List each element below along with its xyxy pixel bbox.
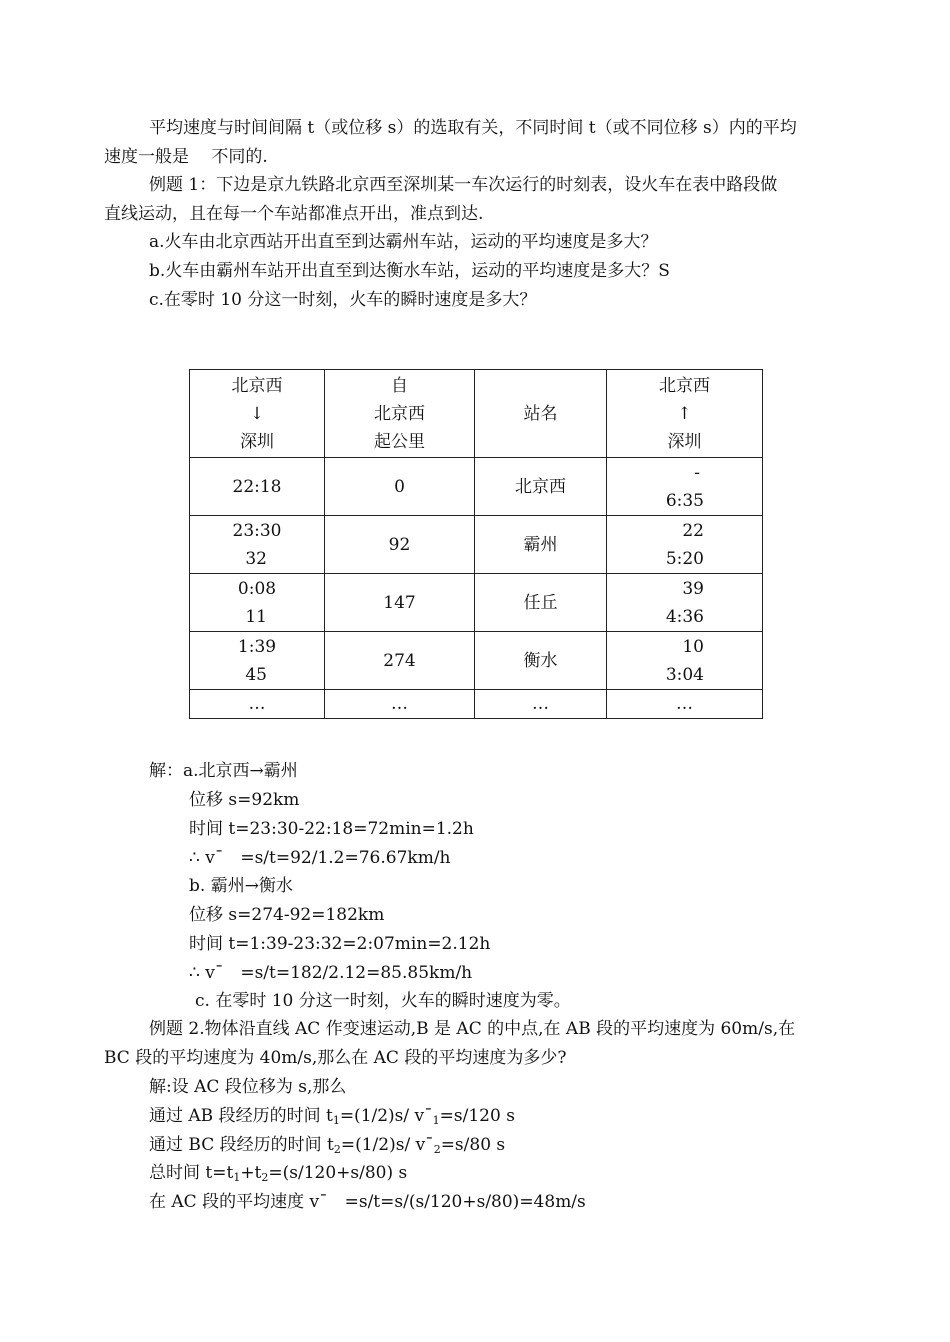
solution-b-velocity: ∴ v¯ =s/t=182/2.12=85.85km/h xyxy=(189,963,473,983)
distance-km: 92 xyxy=(325,516,475,574)
ellipsis-cell: … xyxy=(190,690,325,719)
example1-line-1: 例题 1：下边是京九铁路北京西至深圳某一车次运行的时刻表，设火车在表中路段做 xyxy=(149,175,778,195)
table-row xyxy=(190,516,763,574)
solution-b-time: 时间 t=1:39-23:32=2:07min=2.12h xyxy=(189,934,491,954)
header-up-direction: 北京西 ↑ 深圳 xyxy=(607,370,763,458)
ellipsis-cell: … xyxy=(475,690,607,719)
example1-question-a: a.火车由北京西站开出直至到达霸州车站，运动的平均速度是多大？ xyxy=(149,232,658,252)
station-name: 衡水 xyxy=(475,632,607,690)
arrow-down-icon: ↓ xyxy=(249,403,265,424)
up-time: 22 5:20 xyxy=(607,516,763,574)
header-station: 站名 xyxy=(475,370,607,458)
up-time: 10 3:04 xyxy=(607,632,763,690)
solution-c: c. 在零时 10 分这一时刻，火车的瞬时速度为零。 xyxy=(195,991,571,1011)
solution-a-heading: 解：a.北京西→霸州 xyxy=(149,761,298,781)
header-down-direction: 北京西 ↓ 深圳 xyxy=(190,370,325,458)
example2-solution-heading: 解:设 AC 段位移为 s,那么 xyxy=(149,1077,347,1097)
example2-ab-time: 通过 AB 段经历的时间 $t_1=(1/2)s/$ $v¯_1=s/120$ s xyxy=(149,1106,515,1127)
down-time: 23:30 32 xyxy=(190,516,325,574)
table-row xyxy=(190,632,763,690)
intro-line-2: 速度一般是 不同的. xyxy=(104,147,268,167)
down-time: 22:18 xyxy=(190,458,325,516)
header-distance: 自 北京西 起公里 xyxy=(325,370,475,458)
table-row-ellipsis xyxy=(190,690,763,719)
solution-b-displacement: 位移 s=274-92=182km xyxy=(189,905,385,925)
timetable xyxy=(189,369,763,719)
station-name: 北京西 xyxy=(475,458,607,516)
example2-bc-time: 通过 BC 段经历的时间 $t_2=(1/2)s/$ $v¯_2=s/80$ s xyxy=(149,1135,506,1156)
intro-line-1: 平均速度与时间间隔 t（或位移 s）的选取有关，不同时间 t（或不同位移 s）内的平均 xyxy=(149,118,797,138)
table-row xyxy=(190,458,763,516)
solution-a-time: 时间 t=23:30-22:18=72min=1.2h xyxy=(189,819,474,839)
solution-a-velocity: ∴ v¯ =s/t=92/1.2=76.67km/h xyxy=(189,848,451,868)
ellipsis-cell: … xyxy=(607,690,763,719)
example1-question-b: b.火车由霸州车站开出直至到达衡水车站，运动的平均速度是多大？S xyxy=(149,261,670,281)
up-time: 39 4:36 xyxy=(607,574,763,632)
table-row xyxy=(190,574,763,632)
up-time: - 6:35 xyxy=(607,458,763,516)
arrow-up-icon: ↑ xyxy=(677,403,692,424)
distance-km: 0 xyxy=(325,458,475,516)
down-time: 0:08 11 xyxy=(190,574,325,632)
example1-line-2: 直线运动，且在每一个车站都准点开出，准点到达. xyxy=(104,204,484,224)
example2-final-velocity: 在 AC 段的平均速度 v¯ =s/t=s/(s/120+s/80)=48m/s xyxy=(149,1192,586,1212)
down-time: 1:39 45 xyxy=(190,632,325,690)
timetable-header-row xyxy=(190,370,763,458)
distance-km: 274 xyxy=(325,632,475,690)
distance-km: 147 xyxy=(325,574,475,632)
ellipsis-cell: … xyxy=(325,690,475,719)
example2-line-2: BC 段的平均速度为 40m/s,那么在 AC 段的平均速度为多少? xyxy=(104,1048,567,1068)
solution-b-heading: b. 霸州→衡水 xyxy=(189,876,293,896)
station-name: 任丘 xyxy=(475,574,607,632)
solution-a-displacement: 位移 s=92km xyxy=(189,790,300,810)
example1-question-c: c.在零时 10 分这一时刻，火车的瞬时速度是多大？ xyxy=(149,290,537,310)
example2-line-1: 例题 2.物体沿直线 AC 作变速运动,B 是 AC 的中点,在 AB 段的平均速度为 60m/s,在 xyxy=(149,1019,796,1039)
station-name: 霸州 xyxy=(475,516,607,574)
example2-total-time: 总时间 $t=t_1+t_2=(s/120+s/80)$ s xyxy=(149,1163,408,1184)
